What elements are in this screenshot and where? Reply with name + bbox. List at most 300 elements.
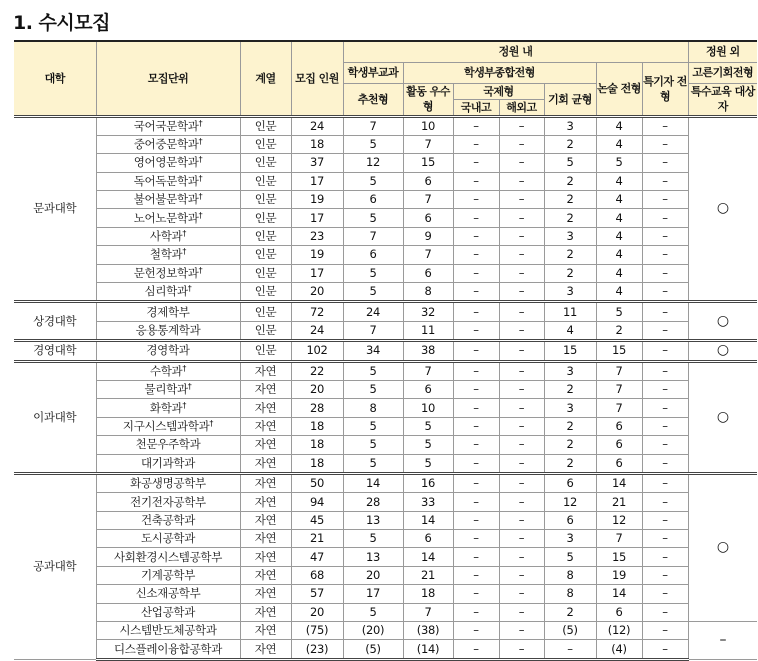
unit-name: 천문우주학과 bbox=[135, 437, 201, 452]
cell-nonsul: 5 bbox=[596, 302, 642, 321]
cell-overseas: – bbox=[499, 511, 544, 529]
table-row bbox=[14, 473, 757, 492]
cell-overseas: – bbox=[499, 264, 544, 282]
cell-chucheon: 13 bbox=[343, 548, 403, 566]
cell-field: 자연 bbox=[240, 361, 291, 380]
cell-nonsul: 7 bbox=[596, 361, 642, 380]
cell-domestic: – bbox=[453, 154, 499, 172]
unit-name: 화공생명공학부 bbox=[130, 476, 206, 491]
dagger-mark: † bbox=[182, 400, 187, 410]
cell-nonsul: 4 bbox=[596, 264, 642, 282]
unit-name: 국어국문학과 bbox=[133, 118, 199, 133]
table-row bbox=[14, 191, 757, 209]
cell-nonsul: 6 bbox=[596, 436, 642, 454]
cell-hwaldong: (38) bbox=[403, 622, 453, 640]
cell-hwaldong: 11 bbox=[403, 321, 453, 340]
cell-unit bbox=[96, 530, 240, 548]
cell-gihoe: 2 bbox=[544, 454, 596, 473]
cell-nonsul: 14 bbox=[596, 585, 642, 603]
unit-name: 응용통계학과 bbox=[135, 322, 201, 337]
dagger-mark: † bbox=[187, 382, 192, 392]
cell-overseas: – bbox=[499, 436, 544, 454]
unit-name: 문헌정보학과 bbox=[133, 265, 199, 280]
cell-chucheon: 28 bbox=[343, 493, 403, 511]
header-total: 모집 인원 bbox=[291, 41, 343, 116]
cell-chucheon: 20 bbox=[343, 566, 403, 584]
cell-hwaldong: 7 bbox=[403, 603, 453, 621]
cell-field: 자연 bbox=[240, 493, 291, 511]
cell-domestic: – bbox=[453, 380, 499, 398]
cell-overseas: – bbox=[499, 341, 544, 361]
cell-hwaldong: 33 bbox=[403, 493, 453, 511]
cell-gihoe: 3 bbox=[544, 227, 596, 245]
cell-nonsul: 5 bbox=[596, 154, 642, 172]
cell-teukgi: – bbox=[642, 283, 688, 302]
cell-field: 인문 bbox=[240, 302, 291, 321]
table-row bbox=[14, 399, 757, 417]
unit-name: 도시공학과 bbox=[140, 531, 196, 546]
cell-nonsul: 6 bbox=[596, 603, 642, 621]
cell-nonsul: 4 bbox=[596, 227, 642, 245]
cell-gihoe: 2 bbox=[544, 264, 596, 282]
cell-total: 19 bbox=[291, 191, 343, 209]
cell-hwaldong: 10 bbox=[403, 399, 453, 417]
cell-domestic: – bbox=[453, 246, 499, 264]
cell-unit bbox=[96, 302, 240, 321]
cell-total: 28 bbox=[291, 399, 343, 417]
unit-name: 기계공학부 bbox=[140, 568, 196, 583]
cell-domestic: – bbox=[453, 399, 499, 417]
cell-total: 20 bbox=[291, 603, 343, 621]
cell-chucheon: 6 bbox=[343, 246, 403, 264]
cell-nonsul: 4 bbox=[596, 246, 642, 264]
cell-domestic: – bbox=[453, 530, 499, 548]
cell-chucheon: 5 bbox=[343, 603, 403, 621]
cell-overseas: – bbox=[499, 493, 544, 511]
cell-unit bbox=[96, 585, 240, 603]
cell-total: 37 bbox=[291, 154, 343, 172]
unit-name: 사회환경시스템공학부 bbox=[113, 549, 223, 564]
dagger-mark: † bbox=[198, 192, 203, 202]
cell-hwaldong: 6 bbox=[403, 380, 453, 398]
cell-gihoe: 2 bbox=[544, 380, 596, 398]
cell-total: 18 bbox=[291, 454, 343, 473]
cell-overseas: – bbox=[499, 154, 544, 172]
cell-total: 18 bbox=[291, 417, 343, 435]
cell-unit bbox=[96, 493, 240, 511]
cell-field: 자연 bbox=[240, 548, 291, 566]
cell-total: 23 bbox=[291, 227, 343, 245]
cell-teukgi: – bbox=[642, 511, 688, 529]
cell-total: 22 bbox=[291, 361, 343, 380]
cell-nonsul: 14 bbox=[596, 473, 642, 492]
cell-nonsul: 15 bbox=[596, 341, 642, 361]
cell-domestic: – bbox=[453, 191, 499, 209]
cell-teukgi: – bbox=[642, 622, 688, 640]
cell-unit bbox=[96, 566, 240, 584]
unit-name: 중어중문학과 bbox=[133, 137, 199, 152]
cell-hwaldong: 7 bbox=[403, 246, 453, 264]
cell-chucheon: 5 bbox=[343, 380, 403, 398]
cell-gihoe: 8 bbox=[544, 566, 596, 584]
cell-unit bbox=[96, 246, 240, 264]
cell-teukgi: – bbox=[642, 321, 688, 340]
cell-total: 20 bbox=[291, 283, 343, 302]
header-gukje: 국제형 bbox=[453, 83, 544, 99]
college-name: 상경대학 bbox=[14, 302, 96, 341]
cell-total: (75) bbox=[291, 622, 343, 640]
cell-overseas: – bbox=[499, 640, 544, 659]
cell-nonsul: 6 bbox=[596, 454, 642, 473]
cell-overseas: – bbox=[499, 246, 544, 264]
cell-hwaldong: 14 bbox=[403, 548, 453, 566]
dagger-mark: † bbox=[209, 418, 214, 428]
dagger-mark: † bbox=[182, 363, 187, 373]
cell-teukgi: – bbox=[642, 135, 688, 153]
cell-chucheon: 5 bbox=[343, 209, 403, 227]
cell-teuksu: ○ bbox=[688, 302, 757, 341]
cell-total: 45 bbox=[291, 511, 343, 529]
cell-teukgi: – bbox=[642, 585, 688, 603]
dagger-mark: † bbox=[198, 118, 203, 128]
cell-hwaldong: 7 bbox=[403, 135, 453, 153]
dagger-mark: † bbox=[198, 265, 203, 275]
cell-chucheon: 5 bbox=[343, 454, 403, 473]
header-unit: 모집단위 bbox=[96, 41, 240, 116]
table-row bbox=[14, 361, 757, 380]
cell-field: 자연 bbox=[240, 640, 291, 659]
cell-nonsul: 4 bbox=[596, 135, 642, 153]
cell-unit bbox=[96, 321, 240, 340]
cell-overseas: – bbox=[499, 566, 544, 584]
cell-total: 50 bbox=[291, 473, 343, 492]
cell-unit bbox=[96, 172, 240, 190]
cell-teuksu: ○ bbox=[688, 116, 757, 302]
cell-gihoe: – bbox=[544, 640, 596, 659]
cell-teukgi: – bbox=[642, 172, 688, 190]
table-row bbox=[14, 454, 757, 473]
header-domestic: 국내고 bbox=[453, 99, 499, 116]
table-row bbox=[14, 417, 757, 435]
unit-name: 철학과 bbox=[149, 247, 183, 262]
cell-domestic: – bbox=[453, 473, 499, 492]
cell-gihoe: 2 bbox=[544, 191, 596, 209]
cell-field: 인문 bbox=[240, 135, 291, 153]
dagger-mark: † bbox=[198, 155, 203, 165]
cell-domestic: – bbox=[453, 361, 499, 380]
cell-total: 18 bbox=[291, 135, 343, 153]
cell-teukgi: – bbox=[642, 493, 688, 511]
cell-teuksu: ○ bbox=[688, 473, 757, 621]
cell-field: 자연 bbox=[240, 417, 291, 435]
unit-name: 시스템반도체공학과 bbox=[119, 623, 217, 638]
unit-name: 전기전자공학부 bbox=[130, 494, 206, 509]
cell-domestic: – bbox=[453, 135, 499, 153]
cell-teukgi: – bbox=[642, 191, 688, 209]
cell-gihoe: 2 bbox=[544, 209, 596, 227]
cell-gihoe: 6 bbox=[544, 511, 596, 529]
admission-quota-table bbox=[14, 40, 757, 661]
cell-field: 인문 bbox=[240, 341, 291, 361]
cell-chucheon: 5 bbox=[343, 361, 403, 380]
cell-overseas: – bbox=[499, 473, 544, 492]
header-outside-quota: 정원 외 bbox=[688, 41, 757, 62]
cell-gihoe: 5 bbox=[544, 548, 596, 566]
header-teukgi: 특기자 전형 bbox=[642, 62, 688, 116]
table-row bbox=[14, 283, 757, 302]
cell-overseas: – bbox=[499, 172, 544, 190]
cell-nonsul: 12 bbox=[596, 511, 642, 529]
cell-nonsul: 2 bbox=[596, 321, 642, 340]
cell-teukgi: – bbox=[642, 399, 688, 417]
cell-teuksu: ○ bbox=[688, 341, 757, 361]
cell-unit bbox=[96, 361, 240, 380]
cell-hwaldong: 16 bbox=[403, 473, 453, 492]
cell-teukgi: – bbox=[642, 116, 688, 135]
cell-teukgi: – bbox=[642, 640, 688, 659]
table-row bbox=[14, 603, 757, 621]
cell-chucheon: 17 bbox=[343, 585, 403, 603]
unit-name: 노어노문학과 bbox=[133, 210, 199, 225]
cell-nonsul: 4 bbox=[596, 283, 642, 302]
cell-unit bbox=[96, 436, 240, 454]
cell-gihoe: 5 bbox=[544, 154, 596, 172]
header-goreun: 고른기회전형 bbox=[688, 62, 757, 83]
table-row bbox=[14, 380, 757, 398]
header-hwaldong: 활동 우수형 bbox=[403, 83, 453, 116]
cell-domestic: – bbox=[453, 566, 499, 584]
cell-total: 102 bbox=[291, 341, 343, 361]
cell-gihoe: 2 bbox=[544, 172, 596, 190]
cell-unit bbox=[96, 399, 240, 417]
cell-overseas: – bbox=[499, 321, 544, 340]
table-row bbox=[14, 209, 757, 227]
cell-teukgi: – bbox=[642, 436, 688, 454]
unit-name: 독어독문학과 bbox=[133, 173, 199, 188]
cell-hwaldong: 5 bbox=[403, 417, 453, 435]
cell-unit bbox=[96, 283, 240, 302]
header-chucheon: 추천형 bbox=[343, 83, 403, 116]
cell-total: 68 bbox=[291, 566, 343, 584]
cell-hwaldong: 8 bbox=[403, 283, 453, 302]
cell-gihoe: 3 bbox=[544, 116, 596, 135]
dagger-mark: † bbox=[198, 173, 203, 183]
cell-total: (23) bbox=[291, 640, 343, 659]
section-title: 1. 수시모집 bbox=[13, 12, 110, 34]
cell-unit bbox=[96, 622, 240, 640]
header-overseas: 해외고 bbox=[499, 99, 544, 116]
cell-total: 18 bbox=[291, 436, 343, 454]
cell-unit bbox=[96, 116, 240, 135]
cell-hwaldong: 6 bbox=[403, 264, 453, 282]
cell-hwaldong: 9 bbox=[403, 227, 453, 245]
cell-nonsul: 21 bbox=[596, 493, 642, 511]
unit-name: 물리학과 bbox=[144, 382, 188, 397]
dagger-mark: † bbox=[198, 210, 203, 220]
cell-domestic: – bbox=[453, 511, 499, 529]
header-teuksu: 특수교육 대상자 bbox=[688, 83, 757, 116]
unit-name: 수학과 bbox=[149, 363, 183, 378]
dagger-mark: † bbox=[182, 229, 187, 239]
cell-hwaldong: 18 bbox=[403, 585, 453, 603]
cell-teuksu: – bbox=[688, 622, 757, 660]
cell-teukgi: – bbox=[642, 227, 688, 245]
cell-overseas: – bbox=[499, 361, 544, 380]
cell-overseas: – bbox=[499, 227, 544, 245]
table-row bbox=[14, 172, 757, 190]
cell-total: 19 bbox=[291, 246, 343, 264]
cell-nonsul: 4 bbox=[596, 209, 642, 227]
cell-gihoe: (5) bbox=[544, 622, 596, 640]
table-row bbox=[14, 341, 757, 361]
cell-teukgi: – bbox=[642, 246, 688, 264]
cell-domestic: – bbox=[453, 417, 499, 435]
table-row bbox=[14, 622, 757, 640]
cell-gihoe: 6 bbox=[544, 473, 596, 492]
cell-field: 인문 bbox=[240, 321, 291, 340]
cell-chucheon: 5 bbox=[343, 135, 403, 153]
cell-domestic: – bbox=[453, 172, 499, 190]
cell-total: 94 bbox=[291, 493, 343, 511]
cell-unit bbox=[96, 548, 240, 566]
cell-chucheon: 7 bbox=[343, 227, 403, 245]
cell-total: 17 bbox=[291, 172, 343, 190]
table-row bbox=[14, 511, 757, 529]
cell-domestic: – bbox=[453, 116, 499, 135]
cell-overseas: – bbox=[499, 135, 544, 153]
cell-nonsul: (4) bbox=[596, 640, 642, 659]
cell-domestic: – bbox=[453, 603, 499, 621]
unit-name: 건축공학과 bbox=[140, 512, 196, 527]
cell-unit bbox=[96, 603, 240, 621]
college-name: 이과대학 bbox=[14, 361, 96, 473]
cell-field: 인문 bbox=[240, 283, 291, 302]
cell-chucheon: 5 bbox=[343, 436, 403, 454]
cell-gihoe: 2 bbox=[544, 603, 596, 621]
cell-teukgi: – bbox=[642, 417, 688, 435]
cell-total: 20 bbox=[291, 380, 343, 398]
cell-teukgi: – bbox=[642, 473, 688, 492]
cell-chucheon: 14 bbox=[343, 473, 403, 492]
header-college: 대학 bbox=[14, 41, 96, 116]
cell-overseas: – bbox=[499, 454, 544, 473]
dagger-mark: † bbox=[182, 247, 187, 257]
cell-chucheon: 5 bbox=[343, 530, 403, 548]
table-row bbox=[14, 566, 757, 584]
cell-total: 24 bbox=[291, 321, 343, 340]
cell-gihoe: 12 bbox=[544, 493, 596, 511]
cell-chucheon: 5 bbox=[343, 172, 403, 190]
cell-gihoe: 2 bbox=[544, 246, 596, 264]
cell-unit bbox=[96, 473, 240, 492]
cell-overseas: – bbox=[499, 191, 544, 209]
cell-unit bbox=[96, 341, 240, 361]
unit-name: 사학과 bbox=[149, 229, 183, 244]
cell-chucheon: 5 bbox=[343, 417, 403, 435]
cell-overseas: – bbox=[499, 380, 544, 398]
cell-gihoe: 3 bbox=[544, 399, 596, 417]
cell-teukgi: – bbox=[642, 380, 688, 398]
cell-teukgi: – bbox=[642, 264, 688, 282]
table-row bbox=[14, 493, 757, 511]
cell-field: 인문 bbox=[240, 116, 291, 135]
cell-hwaldong: 21 bbox=[403, 566, 453, 584]
cell-teukgi: – bbox=[642, 341, 688, 361]
cell-field: 자연 bbox=[240, 511, 291, 529]
cell-field: 인문 bbox=[240, 264, 291, 282]
table-row bbox=[14, 548, 757, 566]
cell-hwaldong: 38 bbox=[403, 341, 453, 361]
cell-gihoe: 3 bbox=[544, 361, 596, 380]
cell-field: 인문 bbox=[240, 209, 291, 227]
cell-domestic: – bbox=[453, 321, 499, 340]
cell-nonsul: 15 bbox=[596, 548, 642, 566]
cell-nonsul: 7 bbox=[596, 380, 642, 398]
cell-overseas: – bbox=[499, 530, 544, 548]
cell-field: 자연 bbox=[240, 473, 291, 492]
cell-teukgi: – bbox=[642, 361, 688, 380]
cell-domestic: – bbox=[453, 454, 499, 473]
cell-nonsul: 4 bbox=[596, 172, 642, 190]
cell-field: 자연 bbox=[240, 585, 291, 603]
cell-unit bbox=[96, 380, 240, 398]
unit-name: 영어영문학과 bbox=[133, 155, 199, 170]
cell-chucheon: 8 bbox=[343, 399, 403, 417]
cell-overseas: – bbox=[499, 399, 544, 417]
cell-teukgi: – bbox=[642, 548, 688, 566]
header-inside-quota: 정원 내 bbox=[343, 41, 688, 62]
cell-overseas: – bbox=[499, 116, 544, 135]
cell-teukgi: – bbox=[642, 209, 688, 227]
cell-domestic: – bbox=[453, 341, 499, 361]
college-name: 문과대학 bbox=[14, 116, 96, 302]
unit-name: 디스플레이융합공학과 bbox=[113, 641, 223, 656]
header-nonsul: 논술 전형 bbox=[596, 62, 642, 116]
cell-nonsul: 7 bbox=[596, 530, 642, 548]
cell-hwaldong: 10 bbox=[403, 116, 453, 135]
college-name: 공과대학 bbox=[14, 473, 96, 659]
cell-total: 47 bbox=[291, 548, 343, 566]
cell-field: 자연 bbox=[240, 622, 291, 640]
dagger-mark: † bbox=[187, 284, 192, 294]
cell-unit bbox=[96, 154, 240, 172]
cell-chucheon: 7 bbox=[343, 321, 403, 340]
unit-name: 화학과 bbox=[149, 400, 183, 415]
cell-hwaldong: 5 bbox=[403, 454, 453, 473]
cell-gihoe: 3 bbox=[544, 530, 596, 548]
cell-hwaldong: 14 bbox=[403, 511, 453, 529]
cell-teukgi: – bbox=[642, 603, 688, 621]
cell-unit bbox=[96, 227, 240, 245]
cell-teukgi: – bbox=[642, 154, 688, 172]
cell-total: 57 bbox=[291, 585, 343, 603]
cell-domestic: – bbox=[453, 548, 499, 566]
cell-domestic: – bbox=[453, 585, 499, 603]
cell-field: 자연 bbox=[240, 566, 291, 584]
header-field: 계열 bbox=[240, 41, 291, 116]
cell-gihoe: 2 bbox=[544, 417, 596, 435]
cell-field: 인문 bbox=[240, 227, 291, 245]
cell-domestic: – bbox=[453, 227, 499, 245]
cell-chucheon: (20) bbox=[343, 622, 403, 640]
cell-domestic: – bbox=[453, 209, 499, 227]
cell-chucheon: 7 bbox=[343, 116, 403, 135]
cell-unit bbox=[96, 135, 240, 153]
cell-overseas: – bbox=[499, 622, 544, 640]
cell-gihoe: 8 bbox=[544, 585, 596, 603]
cell-hwaldong: 6 bbox=[403, 209, 453, 227]
table-body bbox=[14, 116, 757, 659]
